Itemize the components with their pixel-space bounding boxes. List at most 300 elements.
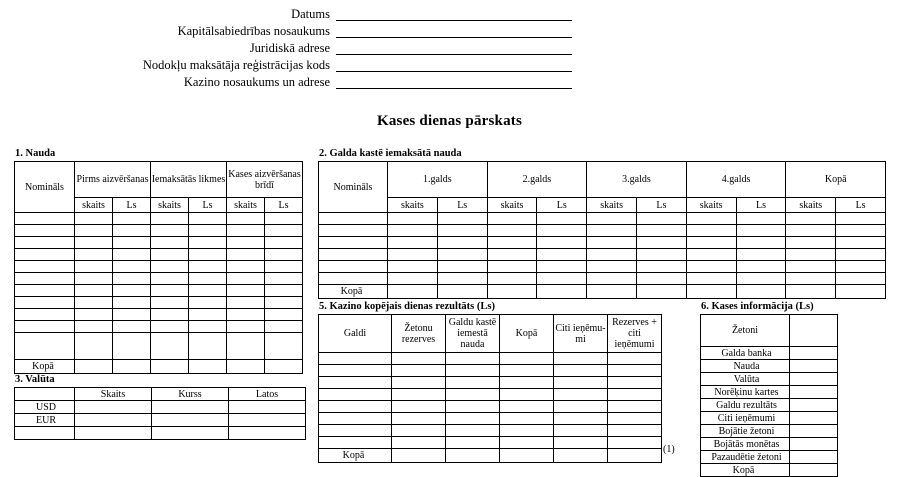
table-cell[interactable]: [152, 401, 229, 414]
table-cell[interactable]: [151, 249, 189, 261]
table-cell[interactable]: [151, 237, 189, 249]
table-cell[interactable]: [392, 425, 446, 437]
table-cell[interactable]: [392, 413, 446, 425]
table-cell[interactable]: [113, 321, 151, 333]
table-cell[interactable]: [75, 321, 113, 333]
table-cell[interactable]: [113, 261, 151, 273]
table-cell[interactable]: [388, 213, 438, 225]
table-cell[interactable]: [446, 377, 500, 389]
table-cell[interactable]: [790, 360, 838, 373]
table-row: [15, 427, 306, 440]
table-cell[interactable]: [15, 309, 75, 321]
field-input-taxpayer-code[interactable]: [336, 57, 572, 72]
row-label-kases-item: Galdu rezultāts: [701, 399, 790, 412]
table-cell[interactable]: [319, 261, 388, 273]
table-cell[interactable]: [500, 365, 554, 377]
table-cell[interactable]: [392, 377, 446, 389]
table-cell[interactable]: [446, 389, 500, 401]
table-cell[interactable]: [587, 261, 637, 273]
table-cell[interactable]: [227, 249, 265, 261]
table-cell[interactable]: [446, 365, 500, 377]
table-cell[interactable]: [587, 249, 637, 261]
table-cell[interactable]: [392, 401, 446, 413]
table-cell[interactable]: [786, 213, 836, 225]
col-header-skaits: skaits: [75, 198, 113, 213]
table-cell[interactable]: [636, 261, 686, 273]
table-cell[interactable]: [151, 297, 189, 309]
table-cell[interactable]: [265, 321, 303, 333]
table-cell[interactable]: [392, 437, 446, 449]
total-cell[interactable]: [392, 449, 446, 463]
table-row: [15, 273, 303, 285]
table-header-row: [15, 162, 303, 198]
col-group-galds-4: 4.galds: [686, 162, 786, 198]
table-cell[interactable]: [227, 273, 265, 285]
table-cell[interactable]: [15, 273, 75, 285]
table-row: [15, 237, 303, 249]
table-cell[interactable]: [75, 401, 152, 414]
total-cell[interactable]: [736, 285, 786, 299]
section-title-nauda: 1. Nauda: [15, 148, 56, 159]
table-cell[interactable]: [265, 237, 303, 249]
table-cell[interactable]: [437, 249, 487, 261]
table-cell[interactable]: [189, 213, 227, 225]
table-cell[interactable]: [786, 237, 836, 249]
table-cell[interactable]: [189, 321, 227, 333]
table-row: [701, 451, 838, 464]
table-cell[interactable]: [500, 437, 554, 449]
table-cell[interactable]: [75, 414, 152, 427]
table-cell[interactable]: [537, 237, 587, 249]
table-cell[interactable]: [319, 237, 388, 249]
table-cell[interactable]: [836, 273, 886, 285]
table-cell[interactable]: [487, 261, 537, 273]
table-row: [319, 389, 662, 401]
table-row: [319, 365, 662, 377]
table-cell[interactable]: [388, 237, 438, 249]
table-cell[interactable]: [736, 273, 786, 285]
table-cell[interactable]: [790, 438, 838, 451]
table-cell[interactable]: [15, 333, 75, 360]
table-cell[interactable]: [15, 261, 75, 273]
table-cell[interactable]: [446, 425, 500, 437]
table-cell[interactable]: [189, 249, 227, 261]
col-header-kopa: Kopā: [500, 315, 554, 353]
table-cell[interactable]: [15, 321, 75, 333]
table-cell[interactable]: [319, 249, 388, 261]
col-header-zetonu-rezerves: Žetonu rezerves: [392, 315, 446, 353]
row-label-currency: USD: [15, 401, 75, 414]
table-cell[interactable]: [554, 437, 608, 449]
table-cell[interactable]: [554, 425, 608, 437]
table-cell[interactable]: [75, 237, 113, 249]
table-cell[interactable]: [265, 285, 303, 297]
col-header-skaits: skaits: [388, 198, 438, 213]
table-cell[interactable]: [75, 249, 113, 261]
table-cell[interactable]: [786, 273, 836, 285]
field-input-legal-address[interactable]: [336, 40, 572, 55]
table-cell[interactable]: [587, 273, 637, 285]
table-cell[interactable]: [487, 225, 537, 237]
table-cell[interactable]: [113, 273, 151, 285]
table-cell[interactable]: [15, 249, 75, 261]
row-label-kases-item: Bojātie žetoni: [701, 425, 790, 438]
table-cell[interactable]: [487, 213, 537, 225]
table-cell[interactable]: [75, 309, 113, 321]
table-row: [319, 213, 886, 225]
table-cell[interactable]: [229, 427, 306, 440]
table-cell[interactable]: [686, 237, 736, 249]
table-cell[interactable]: [15, 297, 75, 309]
total-cell[interactable]: [587, 285, 637, 299]
row-label-kases-item: Norēķinu kartes: [701, 386, 790, 399]
table-cell[interactable]: [608, 437, 662, 449]
table-cell[interactable]: [189, 273, 227, 285]
table-cell[interactable]: [587, 213, 637, 225]
col-header-skaits: Skaits: [75, 388, 152, 401]
table-row: [701, 386, 838, 399]
table-cell[interactable]: [537, 273, 587, 285]
total-cell[interactable]: [636, 285, 686, 299]
table-cell[interactable]: [227, 297, 265, 309]
row-label-kases-item: Bojātās monētas: [701, 438, 790, 451]
table-cell[interactable]: [636, 213, 686, 225]
table-cell[interactable]: [75, 333, 113, 360]
table-cell[interactable]: [587, 225, 637, 237]
total-label-kases-informacija: Kopā: [701, 464, 790, 477]
col-header-skaits: skaits: [227, 198, 265, 213]
table-cell[interactable]: [537, 249, 587, 261]
col-header-ls: Ls: [113, 198, 151, 213]
table-cell[interactable]: [229, 414, 306, 427]
table-cell[interactable]: [113, 237, 151, 249]
col-header-nominals: Nomināls: [15, 162, 75, 213]
table-cell[interactable]: [636, 249, 686, 261]
table-cell[interactable]: [113, 249, 151, 261]
table-cell[interactable]: [75, 273, 113, 285]
table-cell[interactable]: [319, 273, 388, 285]
table-cell[interactable]: [686, 225, 736, 237]
table-cell[interactable]: [437, 225, 487, 237]
total-cell[interactable]: [265, 360, 303, 374]
table-cell[interactable]: [319, 225, 388, 237]
table-cell[interactable]: [152, 427, 229, 440]
table-cell[interactable]: [686, 273, 736, 285]
table-cell[interactable]: [392, 365, 446, 377]
total-cell[interactable]: [537, 285, 587, 299]
total-cell[interactable]: [786, 285, 836, 299]
table-cell[interactable]: [487, 237, 537, 249]
table-cell[interactable]: [487, 249, 537, 261]
table-cell[interactable]: [736, 249, 786, 261]
table-cell[interactable]: [265, 273, 303, 285]
table-cell[interactable]: [608, 389, 662, 401]
table-cell[interactable]: [113, 213, 151, 225]
table-cell[interactable]: [608, 377, 662, 389]
row-label-kases-item: Pazaudētie žetoni: [701, 451, 790, 464]
table-cell[interactable]: [446, 413, 500, 425]
table-cell[interactable]: [836, 237, 886, 249]
table-cell[interactable]: [151, 273, 189, 285]
table-cell[interactable]: [15, 237, 75, 249]
table-cell[interactable]: [15, 285, 75, 297]
table-header-row: [319, 162, 886, 198]
row-label-kases-item: Nauda: [701, 360, 790, 373]
table-cell[interactable]: [75, 213, 113, 225]
table-cell[interactable]: [75, 285, 113, 297]
table-cell[interactable]: [554, 365, 608, 377]
total-cell[interactable]: [487, 285, 537, 299]
section-galda-kaste: [318, 148, 886, 299]
table-cell[interactable]: [113, 297, 151, 309]
section-title-kases-informacija: 6. Kases informācija (Ls): [701, 301, 814, 312]
table-cell[interactable]: [836, 225, 886, 237]
table-row: [15, 225, 303, 237]
table-cell[interactable]: [554, 377, 608, 389]
section-valuta: [14, 374, 306, 440]
row-label-currency: EUR: [15, 414, 75, 427]
table-cell[interactable]: [113, 285, 151, 297]
table-cell[interactable]: [388, 273, 438, 285]
footnote-marker-1: (1): [663, 444, 675, 455]
table-cell[interactable]: [319, 213, 388, 225]
table-cell[interactable]: [686, 261, 736, 273]
table-cell[interactable]: [189, 333, 227, 360]
table-cell[interactable]: [790, 425, 838, 438]
table-cell[interactable]: [227, 237, 265, 249]
table-subheader-row: [319, 198, 886, 213]
table-cell[interactable]: [487, 273, 537, 285]
table-cell[interactable]: [227, 285, 265, 297]
table-cell[interactable]: [537, 213, 587, 225]
table-cell[interactable]: [790, 399, 838, 412]
table-cell[interactable]: [537, 225, 587, 237]
table-cell[interactable]: [265, 297, 303, 309]
total-cell[interactable]: [437, 285, 487, 299]
table-cell[interactable]: [736, 261, 786, 273]
table-cell[interactable]: [446, 401, 500, 413]
col-group-kopa: Kopā: [786, 162, 886, 198]
table-cell[interactable]: [229, 401, 306, 414]
total-cell[interactable]: [75, 360, 113, 374]
table-cell[interactable]: [608, 401, 662, 413]
table-cell[interactable]: [736, 213, 786, 225]
table-cell[interactable]: [500, 377, 554, 389]
table-cell[interactable]: [736, 237, 786, 249]
total-cell[interactable]: [500, 449, 554, 463]
table-cell[interactable]: [790, 412, 838, 425]
table-cell[interactable]: [319, 377, 392, 389]
table-row: [319, 273, 886, 285]
table-cell[interactable]: [437, 273, 487, 285]
table-cell[interactable]: [151, 285, 189, 297]
total-cell[interactable]: [151, 360, 189, 374]
table-cell[interactable]: [265, 225, 303, 237]
total-label-dienas-rezultats: Kopā: [319, 449, 392, 463]
table-cell[interactable]: [227, 309, 265, 321]
table-row: [319, 225, 886, 237]
table-cell[interactable]: [500, 389, 554, 401]
table-row: [15, 414, 306, 427]
total-cell[interactable]: [554, 449, 608, 463]
table-cell[interactable]: [790, 373, 838, 386]
table-cell[interactable]: [319, 353, 392, 365]
table-row: [15, 261, 303, 273]
field-label-legal-address: Juridiskā adrese: [249, 41, 330, 55]
field-input-casino-name-address[interactable]: [336, 74, 572, 89]
table-cell[interactable]: [686, 213, 736, 225]
table-cell[interactable]: [189, 297, 227, 309]
table-cell[interactable]: [790, 347, 838, 360]
table-cell[interactable]: [836, 261, 886, 273]
table-cell[interactable]: [189, 285, 227, 297]
table-cell[interactable]: [319, 365, 392, 377]
table-cell[interactable]: [151, 225, 189, 237]
table-cell[interactable]: [736, 225, 786, 237]
table-cell[interactable]: [227, 261, 265, 273]
table-cell[interactable]: [319, 437, 392, 449]
table-cell[interactable]: [500, 425, 554, 437]
table-cell[interactable]: [608, 353, 662, 365]
col-group-galds-3: 3.galds: [587, 162, 687, 198]
table-cell[interactable]: [836, 249, 886, 261]
table-cell[interactable]: [388, 249, 438, 261]
table-cell[interactable]: [388, 261, 438, 273]
total-cell[interactable]: [227, 360, 265, 374]
field-label-casino-name-address: Kazino nosaukums un adrese: [183, 75, 330, 89]
table-cell[interactable]: [554, 413, 608, 425]
col-header-zetoni: Žetoni: [701, 315, 790, 347]
table-cell[interactable]: [189, 261, 227, 273]
table-row: [15, 309, 303, 321]
table-cell[interactable]: [265, 261, 303, 273]
table-cell[interactable]: [437, 213, 487, 225]
table-cell[interactable]: [388, 225, 438, 237]
table-cell[interactable]: [836, 213, 886, 225]
table-cell[interactable]: [392, 389, 446, 401]
total-cell[interactable]: [836, 285, 886, 299]
table-cell[interactable]: [15, 213, 75, 225]
col-header-skaits: skaits: [151, 198, 189, 213]
table-row: [319, 261, 886, 273]
page-title: Kases dienas pārskats: [376, 113, 523, 129]
total-cell[interactable]: [446, 449, 500, 463]
table-cell[interactable]: [189, 225, 227, 237]
col-header-galdi: Galdi: [319, 315, 392, 353]
field-label-datums: Datums: [291, 7, 330, 21]
table-row: [15, 321, 303, 333]
table-cell[interactable]: [189, 237, 227, 249]
table-cell[interactable]: [786, 261, 836, 273]
table-cell[interactable]: [227, 333, 265, 360]
table-kases-informacija: [700, 314, 838, 477]
table-cell[interactable]: [189, 309, 227, 321]
total-cell[interactable]: [189, 360, 227, 374]
col-header-latos: Latos: [229, 388, 306, 401]
table-cell[interactable]: [587, 237, 637, 249]
table-cell[interactable]: [15, 225, 75, 237]
table-body-nauda: [15, 213, 303, 360]
table-cell[interactable]: [113, 333, 151, 360]
total-cell[interactable]: [608, 449, 662, 463]
table-galda-kaste: [318, 161, 886, 299]
table-cell[interactable]: [151, 321, 189, 333]
table-cell[interactable]: [437, 261, 487, 273]
table-cell[interactable]: [152, 414, 229, 427]
table-cell[interactable]: [608, 365, 662, 377]
table-cell[interactable]: [75, 225, 113, 237]
table-row-total: [15, 360, 303, 374]
total-cell[interactable]: [388, 285, 438, 299]
table-cell[interactable]: [75, 297, 113, 309]
table-cell[interactable]: [75, 261, 113, 273]
table-cell[interactable]: [151, 261, 189, 273]
table-cell[interactable]: [227, 321, 265, 333]
section-title-galda-kaste: 2. Galda kastē iemaksātā nauda: [319, 148, 462, 159]
table-cell[interactable]: [75, 427, 152, 440]
total-cell[interactable]: [790, 464, 838, 477]
table-cell[interactable]: [265, 213, 303, 225]
table-cell[interactable]: [113, 225, 151, 237]
field-input-datums[interactable]: [336, 6, 572, 21]
section-title-valuta: 3. Valūta: [15, 374, 55, 385]
table-cell[interactable]: [636, 273, 686, 285]
table-header-row: [701, 315, 838, 347]
table-cell[interactable]: [319, 401, 392, 413]
table-cell[interactable]: [227, 225, 265, 237]
table-cell[interactable]: [786, 249, 836, 261]
table-cell[interactable]: [786, 225, 836, 237]
table-cell[interactable]: [265, 249, 303, 261]
table-cell[interactable]: [319, 425, 392, 437]
field-label-company-name: Kapitālsabiedrības nosaukums: [177, 24, 330, 38]
table-cell[interactable]: [636, 225, 686, 237]
total-cell[interactable]: [686, 285, 736, 299]
table-cell[interactable]: [500, 353, 554, 365]
table-cell[interactable]: [392, 353, 446, 365]
field-input-company-name[interactable]: [336, 23, 572, 38]
table-cell[interactable]: [437, 237, 487, 249]
table-cell[interactable]: [554, 389, 608, 401]
total-cell[interactable]: [113, 360, 151, 374]
table-row-spacer: [15, 333, 303, 360]
total-label-galda-kaste: Kopā: [319, 285, 388, 299]
table-cell[interactable]: [608, 413, 662, 425]
table-cell[interactable]: [446, 437, 500, 449]
table-cell[interactable]: [790, 386, 838, 399]
table-cell[interactable]: [319, 413, 392, 425]
table-cell[interactable]: [554, 353, 608, 365]
table-cell[interactable]: [686, 249, 736, 261]
table-cell[interactable]: [227, 213, 265, 225]
table-cell[interactable]: [151, 213, 189, 225]
table-cell[interactable]: [500, 401, 554, 413]
table-cell[interactable]: [319, 389, 392, 401]
table-cell[interactable]: [113, 309, 151, 321]
table-cell[interactable]: [554, 401, 608, 413]
table-cell[interactable]: [151, 333, 189, 360]
table-cell[interactable]: [608, 425, 662, 437]
table-cell[interactable]: [500, 413, 554, 425]
table-cell[interactable]: [636, 237, 686, 249]
table-cell[interactable]: [265, 333, 303, 360]
table-cell[interactable]: [790, 451, 838, 464]
table-cell[interactable]: [265, 309, 303, 321]
table-cell[interactable]: [151, 309, 189, 321]
table-cell[interactable]: [446, 353, 500, 365]
table-cell[interactable]: [537, 261, 587, 273]
col-header-ls: Ls: [189, 198, 227, 213]
